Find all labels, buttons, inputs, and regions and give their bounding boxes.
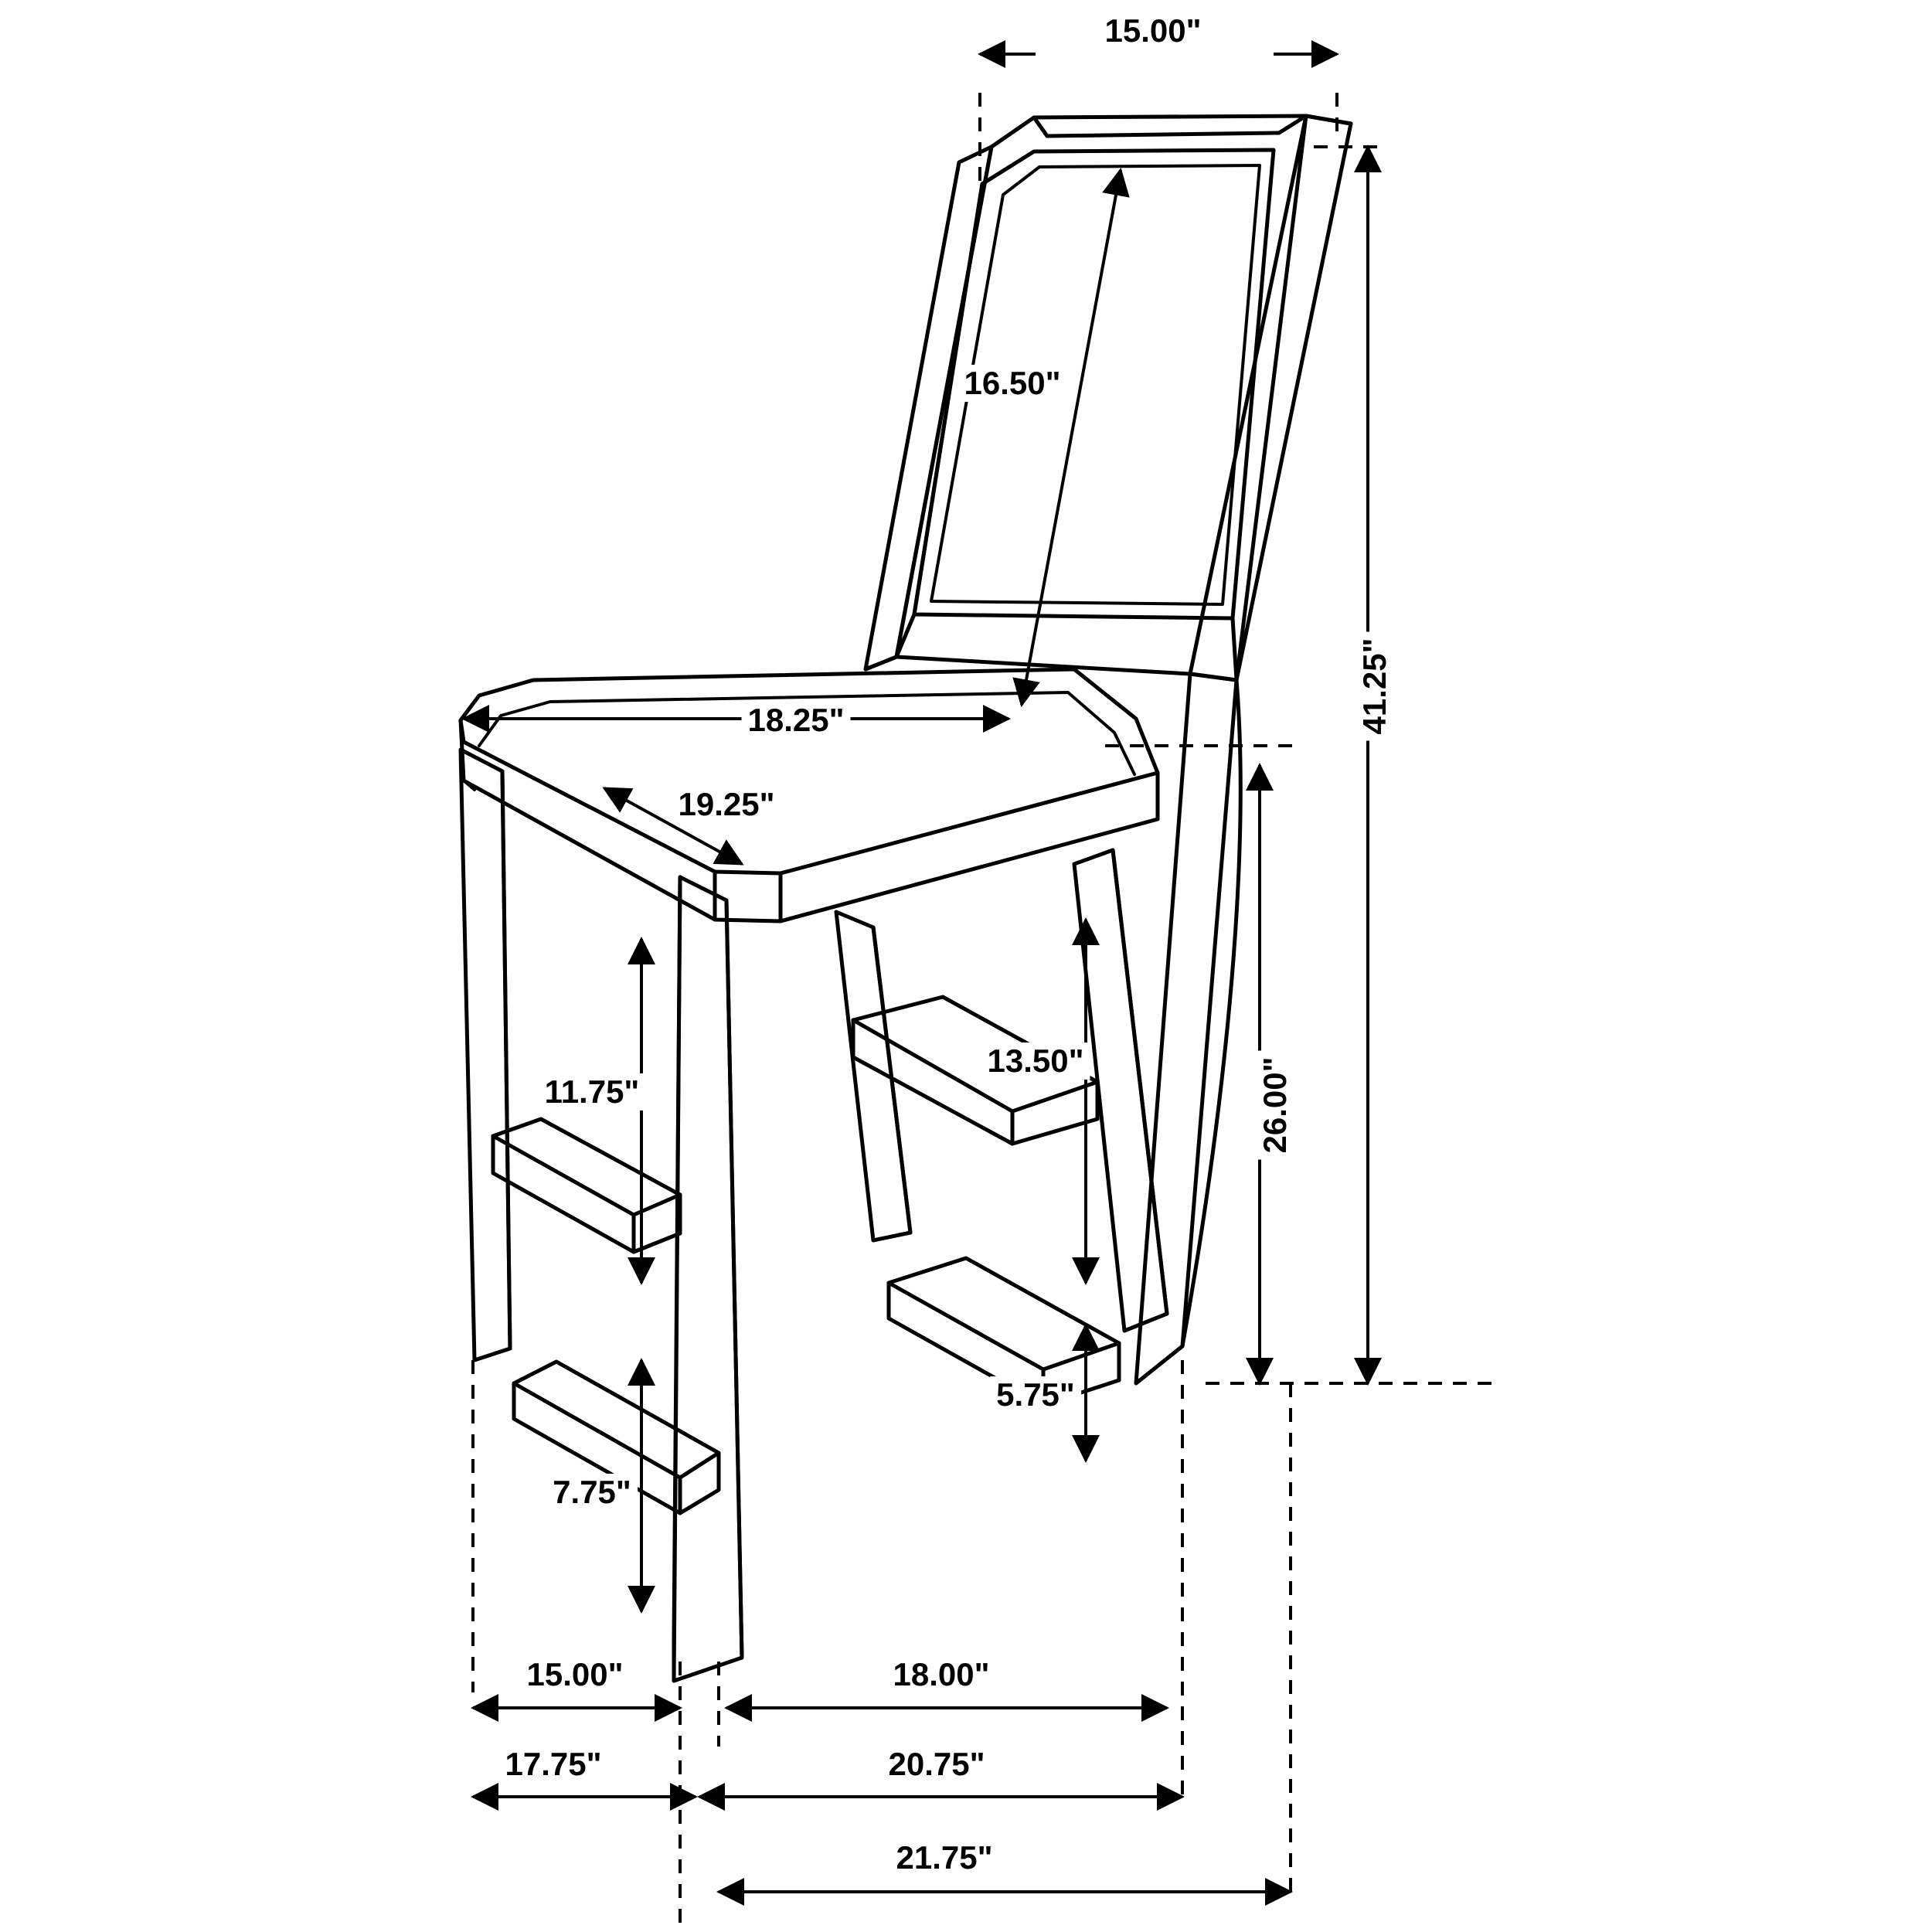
dim-label-front-stretcher-height: 13.50"	[981, 1043, 1090, 1080]
dim-label-overall-depth: 21.75"	[889, 1839, 998, 1876]
dim-label-seat-front-width: 18.00"	[886, 1656, 995, 1693]
dim-label-lower-stretcher-height: 5.75"	[990, 1376, 1081, 1413]
dim-label-footrest-height: 7.75"	[546, 1474, 638, 1511]
chair-legs	[461, 674, 1240, 1681]
dim-label-back-height-diagonal: 16.50"	[957, 365, 1066, 402]
dim-label-seat-depth-diagonal: 18.25"	[741, 702, 850, 739]
dim-label-overall-depth-inner: 20.75"	[882, 1746, 991, 1783]
dim-label-front-leg-span: 15.00"	[520, 1656, 629, 1693]
dim-label-seat-width-diagonal: 19.25"	[672, 786, 781, 823]
dim-label-side-stretcher-height: 11.75"	[539, 1073, 646, 1111]
dim-label-base-depth: 17.75"	[498, 1746, 607, 1783]
dim-label-seat-height: 26.00"	[1257, 1050, 1294, 1159]
chair-outline	[866, 116, 1351, 680]
dim-label-overall-height: 41.25"	[1356, 631, 1393, 740]
dim-label-back-width: 15.00"	[1098, 12, 1207, 49]
